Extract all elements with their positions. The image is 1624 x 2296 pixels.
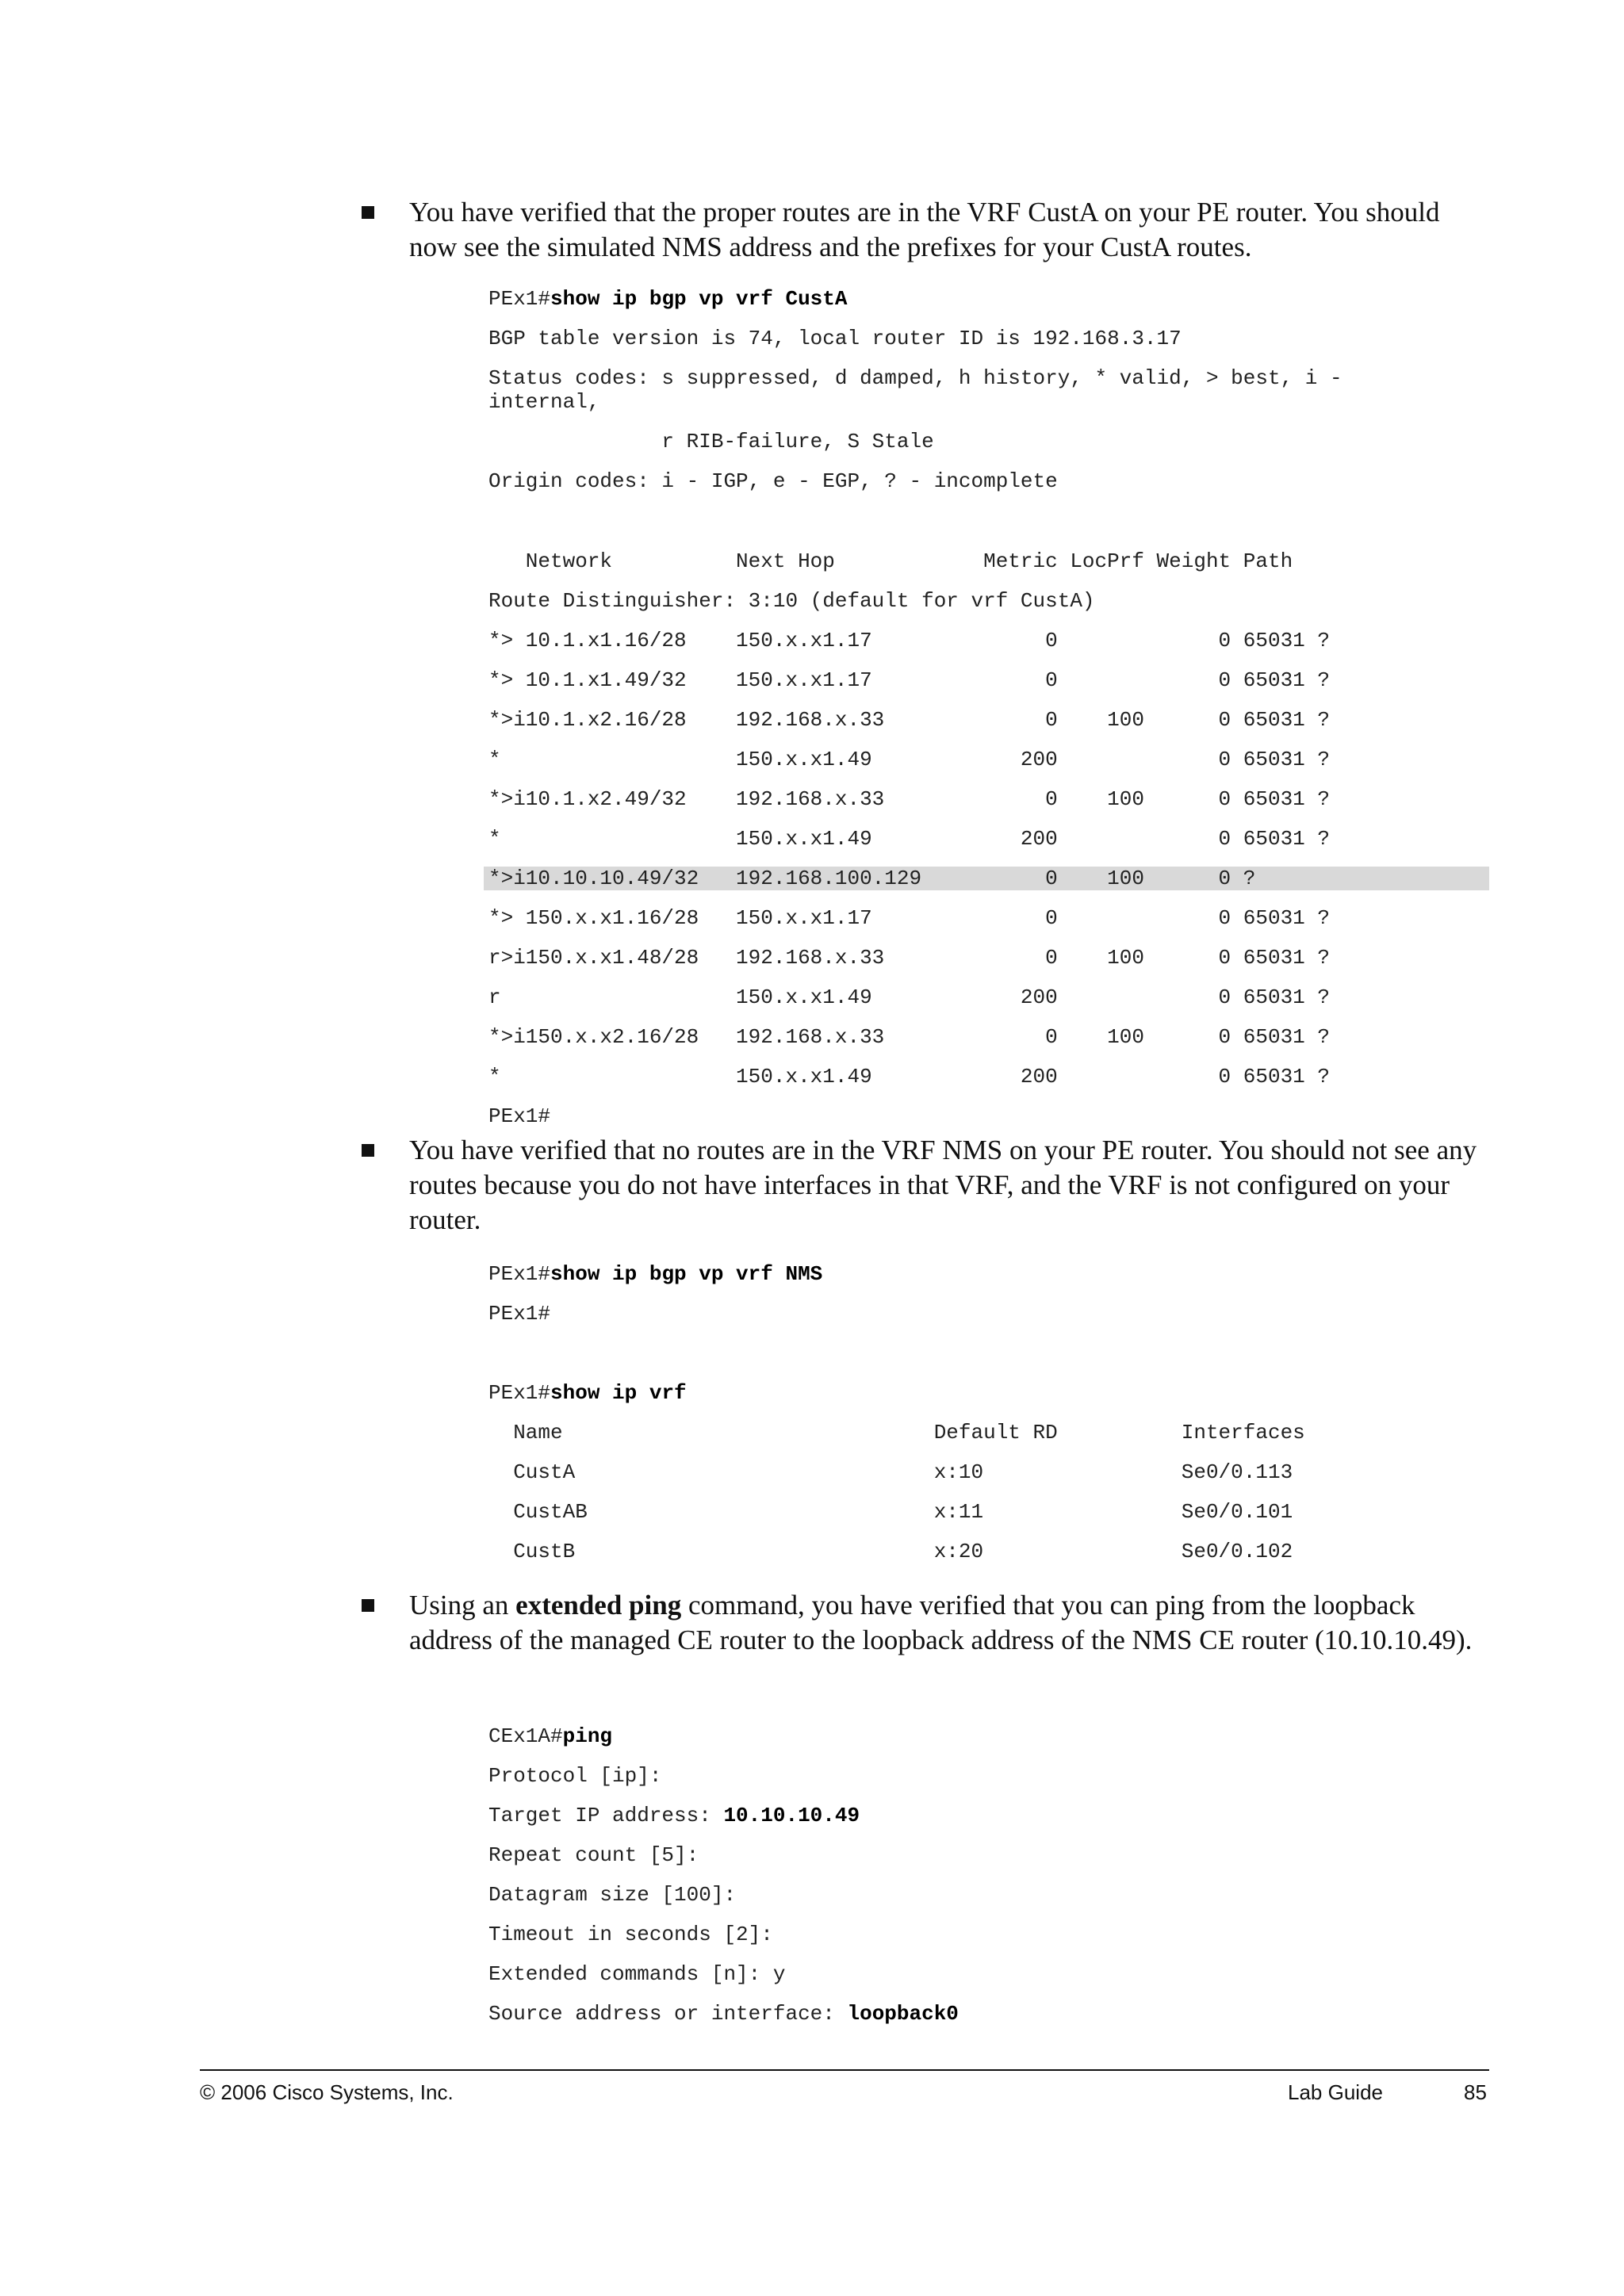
bullet-text: You have verified that no routes are in the VRF NMS on your PE router. You should not see any routes because you do not have interfaces in that VRF, and the VRF is not configured on your router. xyxy=(409,1135,1477,1235)
bullet-text: You have verified that the proper routes are in the VRF CustA on your PE router. You should now see the simulated NMS address and the prefixes for your CustA routes. xyxy=(409,197,1440,262)
ping-prompt-line: Source address or interface: loopback0 xyxy=(488,2002,959,2026)
footer-page-number: 85 xyxy=(1464,2080,1487,2104)
footer-rule xyxy=(200,2069,1489,2071)
bullet-extended-ping xyxy=(362,1588,1488,1658)
footer-copyright: © 2006 Cisco Systems, Inc. xyxy=(200,2080,454,2104)
ping-prompt-line: Target IP address: 10.10.10.49 xyxy=(488,1804,860,1827)
vrf-row: CustB x:20 Se0/0.102 xyxy=(488,1540,1293,1563)
bgp-route-row: *>i150.x.x2.16/28 192.168.x.33 0 100 0 65031 ? xyxy=(488,1025,1330,1049)
bgp-route-row: * 150.x.x1.49 200 0 65031 ? xyxy=(488,1065,1330,1089)
status-codes-line: r RIB-failure, S Stale xyxy=(488,430,934,453)
square-bullet-icon xyxy=(362,206,374,219)
bgp-route-row: * 150.x.x1.49 200 0 65031 ? xyxy=(488,748,1330,771)
cli-command-line: PEx1#show ip bgp vp vrf NMS xyxy=(488,1262,823,1286)
bullet-vrf-custa xyxy=(362,195,1488,265)
route-distinguisher-line: Route Distinguisher: 3:10 (default for vrf CustA) xyxy=(488,589,1095,613)
ping-prompt-line: Protocol [ip]: xyxy=(488,1764,662,1788)
bgp-table-header: Network Next Hop Metric LocPrf Weight Path xyxy=(488,549,1293,573)
status-codes-line: Status codes: s suppressed, d damped, h history, * valid, > best, i - xyxy=(488,366,1342,390)
bgp-route-row: *> 10.1.x1.49/32 150.x.x1.17 0 0 65031 ? xyxy=(488,668,1330,692)
bgp-route-row: r 150.x.x1.49 200 0 65031 ? xyxy=(488,985,1330,1009)
ping-prompt-line: Repeat count [5]: xyxy=(488,1843,699,1867)
square-bullet-icon xyxy=(362,1144,374,1157)
footer-guide-name: Lab Guide xyxy=(1288,2080,1383,2104)
cli-prompt: PEx1# xyxy=(488,1302,551,1326)
cli-prompt: PEx1# xyxy=(488,1104,551,1128)
origin-codes-line: Origin codes: i - IGP, e - EGP, ? - incomplete xyxy=(488,469,1058,493)
cli-command-line: PEx1#show ip vrf xyxy=(488,1381,687,1405)
bullet-vrf-nms xyxy=(362,1133,1488,1238)
ping-prompt-line: Extended commands [n]: y xyxy=(488,1962,786,1986)
square-bullet-icon xyxy=(362,1599,374,1612)
vrf-row: CustAB x:11 Se0/0.101 xyxy=(488,1500,1293,1524)
bgp-route-row: *> 10.1.x1.16/28 150.x.x1.17 0 0 65031 ? xyxy=(488,629,1330,652)
cli-command-line: PEx1#show ip bgp vp vrf CustA xyxy=(488,287,848,311)
status-codes-line: internal, xyxy=(488,390,600,414)
bgp-route-row: r>i150.x.x1.48/28 192.168.x.33 0 100 0 65031 ? xyxy=(488,946,1330,970)
bgp-route-row-highlighted: *>i10.10.10.49/32 192.168.100.129 0 100 0 ? xyxy=(488,867,1256,890)
vrf-table-header: Name Default RD Interfaces xyxy=(488,1421,1305,1445)
bgp-route-row: *>i10.1.x2.49/32 192.168.x.33 0 100 0 65031 ? xyxy=(488,787,1330,811)
bgp-route-row: *> 150.x.x1.16/28 150.x.x1.17 0 0 65031 ? xyxy=(488,906,1330,930)
bgp-route-row: * 150.x.x1.49 200 0 65031 ? xyxy=(488,827,1330,851)
ping-prompt-line: Datagram size [100]: xyxy=(488,1883,737,1907)
ping-prompt-line: Timeout in seconds [2]: xyxy=(488,1923,773,1946)
bgp-route-row: *>i10.1.x2.16/28 192.168.x.33 0 100 0 65031 ? xyxy=(488,708,1330,732)
bullet-text: Using an extended ping command, you have verified that you can ping from the loopback address of the managed CE router to the loopback address of the NMS CE router (10.10.10.49). xyxy=(409,1590,1473,1655)
cli-command-line: CEx1A#ping xyxy=(488,1724,613,1748)
vrf-row: CustA x:10 Se0/0.113 xyxy=(488,1460,1293,1484)
bgp-table-version: BGP table version is 74, local router ID is 192.168.3.17 xyxy=(488,327,1182,350)
